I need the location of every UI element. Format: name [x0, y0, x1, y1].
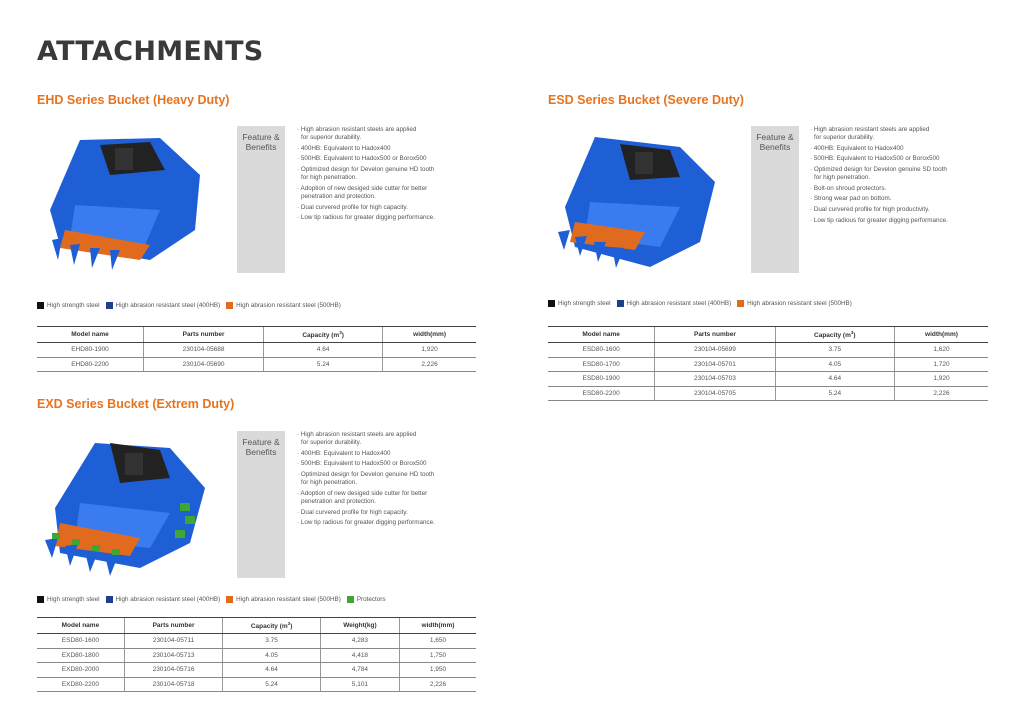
esd-feature-item: · Optimized design for Develon genuine SD tooth: [810, 165, 947, 173]
har-500-swatch: [226, 596, 233, 603]
table-cell: EHD80-2200: [37, 357, 144, 372]
table-cell: 230104-05716: [124, 663, 222, 678]
table-cell: 4.05: [775, 357, 894, 372]
table-cell: EHD80-1900: [37, 343, 144, 358]
exd-feature-list: [297, 431, 497, 530]
table-header: Parts number: [655, 327, 775, 343]
table-row: [37, 677, 476, 692]
ehd-feature-item: · Dual curvered profile for high capacity.: [297, 203, 408, 211]
ehd-feature-item: penetration and protection.: [301, 192, 376, 200]
table-header: Capacity $(m^3)$: [223, 618, 321, 634]
ehd-feature-item: · 400HB: Equivalent to Hadox400: [297, 144, 391, 152]
table-cell: 230104-05688: [144, 343, 264, 358]
legend-har-400: High abrasion resistant steel (400HB): [626, 300, 732, 307]
table-row: [548, 386, 988, 401]
table-cell: 4.64: [775, 372, 894, 387]
table-cell: 230104-05699: [655, 343, 775, 358]
ehd-spec-table: [37, 326, 476, 372]
exd-feature-item: · High abrasion resistant steels are applied: [297, 431, 417, 438]
table-cell: EXD80-1800: [37, 648, 124, 663]
esd-feature-item: for superior durability.: [814, 134, 875, 142]
esd-feature-label-line2: Benefits: [759, 142, 791, 152]
table-cell: EXD80-2200: [37, 677, 124, 692]
high-strength-swatch: [548, 300, 555, 307]
ehd-section-title: EHD Series Bucket (Heavy Duty): [37, 93, 230, 107]
exd-material-legend: [37, 596, 392, 603]
ehd-feature-item: · Low tip radious for greater digging performance.: [297, 214, 435, 222]
ehd-feature-item: · Optimized design for Develon genuine HD tooth: [297, 165, 435, 173]
page-title: ATTACHMENTS: [37, 36, 264, 67]
table-cell: 1,720: [894, 357, 988, 372]
table-cell: 5.24: [775, 386, 894, 401]
exd-feature-label-line2: Benefits: [245, 447, 277, 457]
table-cell: ESD80-1600: [37, 634, 124, 649]
table-cell: 2,226: [383, 357, 476, 372]
table-cell: 3.75: [775, 343, 894, 358]
ehd-feature-item: · 500HB: Equivalent to Hadox500 or Borox500: [297, 155, 427, 163]
table-row: [548, 357, 988, 372]
table-row: [548, 343, 988, 358]
table-header: Parts number: [124, 618, 222, 634]
table-row: [37, 663, 476, 678]
table-cell: 1,950: [399, 663, 476, 678]
table-row: [548, 372, 988, 387]
legend-har-500: High abrasion resistant steel (500HB): [236, 302, 341, 309]
ehd-feature-item: for superior durability.: [301, 134, 362, 142]
exd-bucket-image: [40, 428, 215, 578]
legend-high-strength: High strength steel: [47, 596, 100, 603]
table-cell: ESD80-1600: [548, 343, 655, 358]
exd-feature-item: · 400HB: Equivalent to Hadox400: [297, 449, 391, 457]
esd-section-title: ESD Series Bucket (Severe Duty): [548, 93, 744, 107]
esd-feature-item: · Dual curvered profile for high productivity.: [810, 205, 930, 213]
exd-feature-item: · 500HB: Equivalent to Hadox500 or Borox500: [297, 460, 427, 468]
table-header-text: Capacity (m: [302, 332, 340, 340]
table-cell: ESD80-1900: [548, 372, 655, 387]
table-cell: ESD80-1700: [548, 357, 655, 372]
table-cell: 4.64: [264, 343, 383, 358]
table-cell: 1,620: [894, 343, 988, 358]
exd-feature-item: · Optimized design for Develon genuine HD tooth: [297, 470, 435, 478]
har-500-swatch: [737, 300, 744, 307]
ehd-feature-item: for high penetration.: [301, 174, 358, 182]
esd-feature-item: · High abrasion resistant steels are applied: [810, 126, 930, 133]
table-cell: 4.05: [223, 648, 321, 663]
exd-feature-item: for high penetration.: [301, 479, 358, 487]
table-cell: EXD80-2000: [37, 663, 124, 678]
table-cell: 4,283: [320, 634, 399, 649]
table-cell: 3.75: [223, 634, 321, 649]
esd-feature-item: for high penetration.: [814, 174, 871, 182]
esd-bucket-image: [550, 122, 725, 272]
esd-feature-item: · 500HB: Equivalent to Hadox500 or Borox500: [810, 155, 940, 163]
exd-feature-item: · Adoption of new desiged side cutter for better: [297, 489, 428, 497]
table-cell: 230104-05701: [655, 357, 775, 372]
table-cell: 230104-05705: [655, 386, 775, 401]
table-cell: 4,418: [320, 648, 399, 663]
legend-high-strength: High strength steel: [47, 302, 100, 309]
esd-spec-table: [548, 326, 988, 401]
ehd-feature-item: · High abrasion resistant steels are applied: [297, 126, 417, 133]
table-row: [37, 357, 476, 372]
legend-har-400: High abrasion resistant steel (400HB): [115, 596, 221, 603]
esd-feature-item: · Strong wear pad on bottom.: [810, 195, 892, 203]
esd-feature-benefits-box: [751, 126, 799, 273]
ehd-material-legend: [37, 302, 347, 309]
high-strength-swatch: [37, 302, 44, 309]
table-cell: 230104-05690: [144, 357, 264, 372]
table-cell: 1,920: [383, 343, 476, 358]
esd-feature-item: · Bolt-on shroud protectors.: [810, 184, 887, 192]
legend-protectors: Protectors: [356, 596, 386, 603]
legend-har-500: High abrasion resistant steel (500HB): [747, 300, 852, 307]
table-header: Capacity $(m^3)$: [775, 327, 894, 343]
table-cell: 230104-05718: [124, 677, 222, 692]
table-header: Parts number: [144, 327, 264, 343]
high-strength-swatch: [37, 596, 44, 603]
legend-high-strength: High strength steel: [558, 300, 611, 307]
table-row: [37, 343, 476, 358]
ehd-feature-list: [297, 126, 497, 225]
table-cell: 4.64: [223, 663, 321, 678]
ehd-bucket-image: [40, 120, 215, 270]
exd-feature-item: penetration and protection.: [301, 497, 376, 505]
exd-feature-item: · Low tip radious for greater digging performance.: [297, 519, 435, 527]
table-header: width(mm): [399, 618, 476, 634]
protectors-swatch: [347, 596, 354, 603]
table-cell: 1,750: [399, 648, 476, 663]
table-cell: ESD80-2200: [548, 386, 655, 401]
table-cell: 2,226: [399, 677, 476, 692]
table-header: Model name: [37, 327, 144, 343]
table-cell: 230104-05703: [655, 372, 775, 387]
table-cell: 1,920: [894, 372, 988, 387]
har-400-swatch: [617, 300, 624, 307]
har-400-swatch: [106, 302, 113, 309]
table-header: Model name: [548, 327, 655, 343]
exd-feature-benefits-box: [237, 431, 285, 578]
table-cell: 2,226: [894, 386, 988, 401]
ehd-feature-label-line1: Feature &: [242, 132, 280, 142]
exd-spec-table: [37, 617, 476, 692]
exd-feature-label-line1: Feature &: [242, 437, 280, 447]
esd-feature-label-line1: Feature &: [756, 132, 794, 142]
table-header: Model name: [37, 618, 124, 634]
table-cell: 4,784: [320, 663, 399, 678]
table-row: [37, 634, 476, 649]
table-cell: 230104-05711: [124, 634, 222, 649]
exd-section-title: EXD Series Bucket (Extrem Duty): [37, 397, 235, 411]
har-500-swatch: [226, 302, 233, 309]
table-cell: 1,650: [399, 634, 476, 649]
table-cell: 5.24: [223, 677, 321, 692]
esd-feature-list: [810, 126, 1010, 227]
legend-har-400: High abrasion resistant steel (400HB): [115, 302, 221, 309]
table-header: Weight(kg): [320, 618, 399, 634]
har-400-swatch: [106, 596, 113, 603]
table-header: Capacity $(m^3)$: [264, 327, 383, 343]
legend-har-500: High abrasion resistant steel (500HB): [236, 596, 341, 603]
esd-feature-item: · 400HB: Equivalent to Hadox400: [810, 144, 904, 152]
ehd-feature-benefits-box: [237, 126, 285, 273]
exd-feature-item: · Dual curvered profile for high capacity.: [297, 508, 408, 516]
table-header: width(mm): [894, 327, 988, 343]
ehd-feature-label-line2: Benefits: [245, 142, 277, 152]
table-header: width(mm): [383, 327, 476, 343]
table-header-text: Capacity (m: [814, 332, 851, 340]
table-row: [37, 648, 476, 663]
table-header-text: Capacity (m: [250, 623, 288, 631]
esd-material-legend: [548, 300, 858, 307]
esd-feature-item: · Low tip radious for greater digging performance.: [810, 216, 948, 224]
exd-feature-item: for superior durability.: [301, 439, 362, 447]
table-cell: 230104-05713: [124, 648, 222, 663]
ehd-feature-item: · Adoption of new desiged side cutter for better: [297, 184, 428, 192]
table-cell: 5.24: [264, 357, 383, 372]
table-cell: 5,101: [320, 677, 399, 692]
